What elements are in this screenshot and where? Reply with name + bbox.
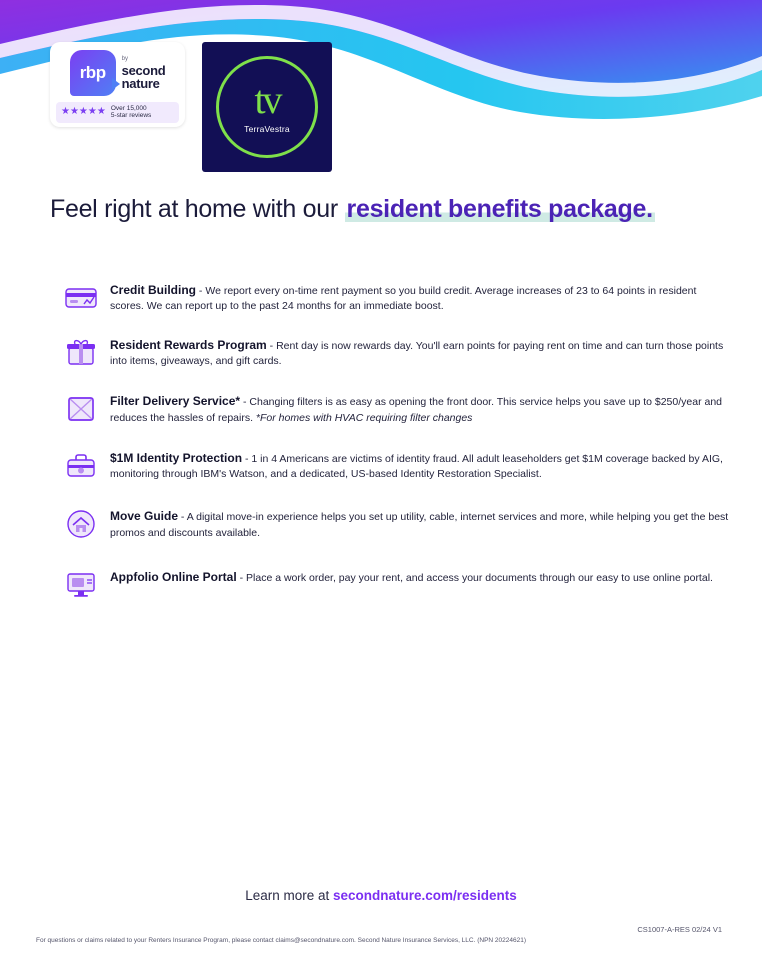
second-nature-wordmark	[122, 56, 166, 91]
list-item	[64, 565, 732, 601]
list-item	[64, 389, 732, 426]
list-item-text	[110, 504, 732, 541]
benefit-dash: -	[242, 452, 252, 465]
terravestra-circle-icon	[216, 56, 318, 158]
benefit-dash: -	[178, 511, 187, 524]
benefit-title: Appfolio Online Portal	[110, 570, 237, 585]
benefit-dash: -	[236, 572, 247, 585]
brand-line-2: nature	[121, 76, 160, 91]
benefit-description: 1 in 4 Americans are victims of identity fraud. All adult leaseholders get $1M coverage backed by AIG, monitoring through IBM's Watson, and a dedicated, US-based Identity Restoration Specialist.	[110, 452, 723, 481]
terravestra-logo	[202, 42, 332, 172]
benefit-dash: -	[196, 285, 206, 297]
list-item-text	[110, 333, 732, 370]
rbp-mark-label: rbp	[79, 63, 106, 82]
list-item	[64, 333, 732, 370]
headline-highlight: resident benefits package.	[346, 195, 653, 223]
secondnature-residents-link[interactable]: secondnature.com/residents	[332, 888, 517, 903]
benefit-title: Credit Building	[110, 283, 196, 297]
briefcase-shield-icon	[64, 448, 98, 482]
benefits-list	[64, 278, 732, 625]
learn-more-line	[0, 888, 762, 903]
credit-card-icon	[64, 280, 98, 314]
list-item-text	[110, 278, 732, 315]
list-item-text	[110, 565, 713, 586]
benefit-description: Rent day is now rewards day. You'll earn points for paying rent on time and can turn those points into items, giveaways, and gift cards.	[110, 339, 724, 367]
reviews-label: 5-star reviews	[110, 112, 152, 120]
list-item	[64, 504, 732, 541]
document-code: CS1007-A-RES 02/24 V1	[637, 925, 722, 934]
list-item-text	[110, 389, 732, 426]
benefit-description: Place a work order, pay your rent, and access your documents through our easy to use online portal.	[246, 572, 713, 585]
list-item-text	[110, 446, 732, 483]
benefit-description: A digital move-in experience helps you set up utility, cable, internet services and more, while helping you get the best promos and discounts available.	[110, 511, 729, 539]
benefit-description: Changing filters is as easy as opening the front door. This service helps you save up to $250/year and reduces the hassles of repairs.	[110, 396, 723, 424]
reviews-badge	[56, 102, 179, 123]
benefit-dash: -	[240, 396, 250, 409]
page-title	[50, 195, 730, 224]
by-label: by	[121, 55, 128, 62]
terravestra-monogram: tv	[254, 77, 280, 122]
filter-icon	[64, 391, 98, 425]
benefit-title: $1M Identity Protection	[110, 450, 243, 465]
benefit-footnote: *For homes with HVAC requiring filter changes	[255, 411, 473, 424]
benefit-description: We report every on-time rent payment so you build credit. Average increases of 23 to 64 points in resident scores. We can report up to the past 24 months for an immediate boost.	[110, 285, 697, 313]
star-rating-icon: ★★★★★	[61, 106, 106, 118]
rbp-second-nature-logo	[50, 42, 185, 127]
gift-icon	[64, 335, 98, 369]
benefit-title: Resident Rewards Program	[110, 337, 267, 352]
brand-line-1: second	[121, 62, 166, 78]
monitor-portal-icon	[64, 567, 98, 601]
list-item	[64, 278, 732, 315]
reviews-text	[111, 105, 151, 120]
headline-lead: Feel right at home with our	[50, 195, 345, 223]
rbp-badge-icon	[70, 50, 116, 96]
benefit-title: Filter Delivery Service*	[110, 394, 241, 409]
legal-disclaimer: For questions or claims related to your Renters Insurance Program, please contact claims@secondnature.com. Second Nature Insurance Services, LLC. (NPN 20224621)	[36, 937, 527, 944]
benefit-title: Move Guide	[110, 509, 179, 524]
house-move-icon	[64, 506, 98, 540]
learn-more-prefix: Learn more at	[245, 888, 333, 903]
rbp-logo-top	[70, 50, 166, 96]
reviews-count: Over 15,000	[110, 105, 147, 112]
terravestra-name-label: TerraVestra	[244, 124, 290, 134]
logo-row	[50, 42, 332, 172]
benefit-dash: -	[266, 339, 277, 352]
list-item	[64, 446, 732, 483]
